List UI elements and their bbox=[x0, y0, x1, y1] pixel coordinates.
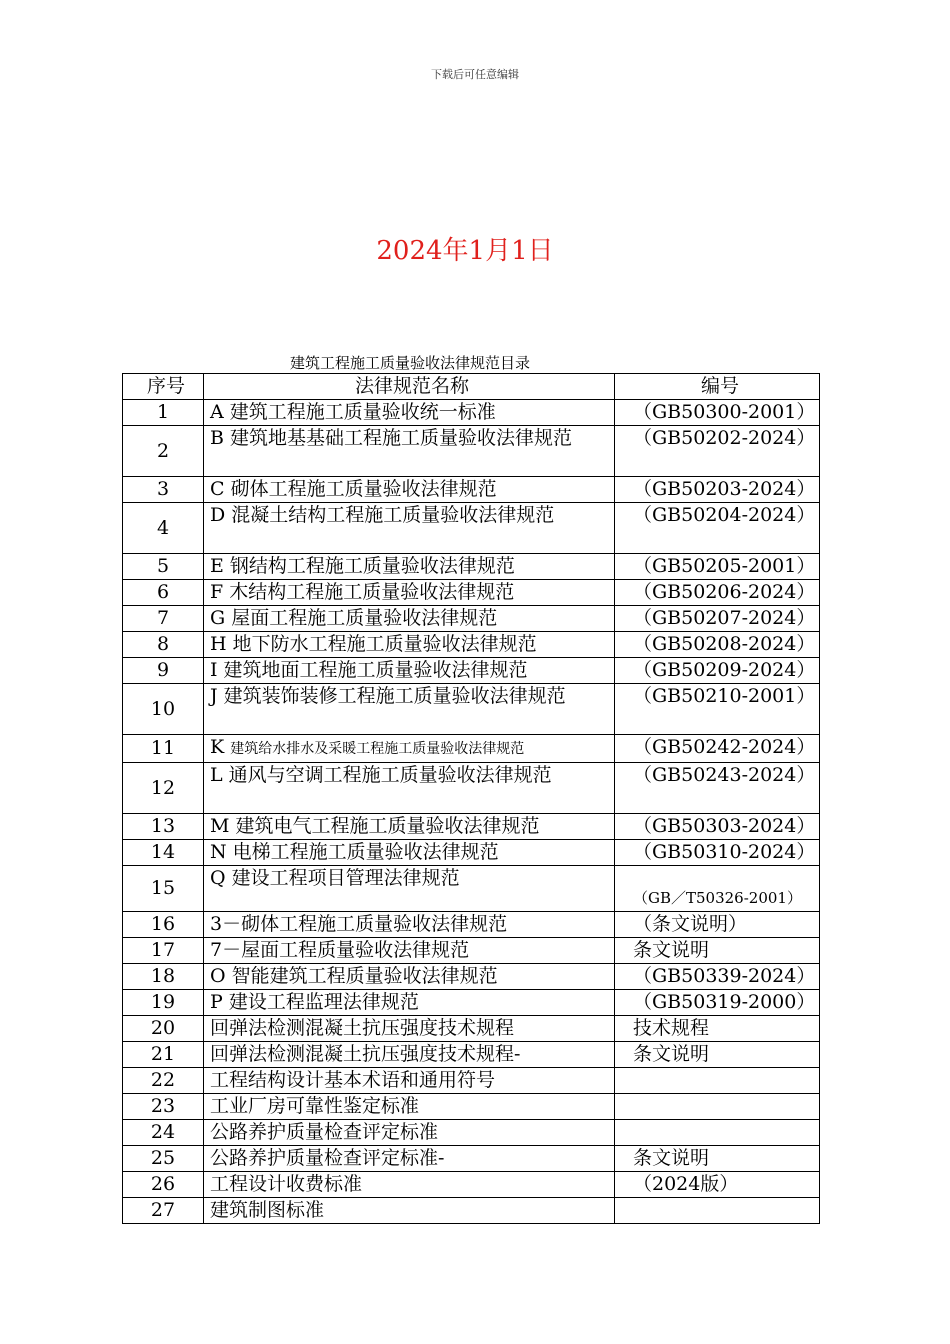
table-row bbox=[123, 503, 820, 554]
row-code: （GB50300-2001） bbox=[615, 400, 820, 426]
row-code bbox=[615, 1120, 820, 1146]
header-note: 下载后可任意编辑 bbox=[431, 68, 519, 81]
row-no: 3 bbox=[123, 477, 204, 503]
row-code: 条文说明 bbox=[615, 1146, 820, 1172]
row-no: 2 bbox=[123, 426, 204, 477]
table-row bbox=[123, 426, 820, 477]
row-code bbox=[615, 866, 820, 912]
table-row bbox=[123, 554, 820, 580]
table-row bbox=[123, 400, 820, 426]
row-no: 12 bbox=[123, 763, 204, 814]
row-name: B 建筑地基基础工程施工质量验收法律规范 bbox=[204, 426, 615, 477]
row-name-prefix: K bbox=[210, 736, 231, 758]
row-name: H 地下防水工程施工质量验收法律规范 bbox=[204, 632, 615, 658]
table-row bbox=[123, 964, 820, 990]
header-name: 法律规范名称 bbox=[204, 374, 615, 400]
row-name: 公路养护质量检查评定标准 bbox=[204, 1120, 615, 1146]
table-row bbox=[123, 477, 820, 503]
row-name: 回弹法检测混凝土抗压强度技术规程 bbox=[204, 1016, 615, 1042]
row-name: F 木结构工程施工质量验收法律规范 bbox=[204, 580, 615, 606]
row-name: 7－屋面工程质量验收法律规范 bbox=[204, 938, 615, 964]
table-header-row bbox=[123, 374, 820, 400]
table-row bbox=[123, 938, 820, 964]
row-no: 14 bbox=[123, 840, 204, 866]
header-no: 序号 bbox=[123, 374, 204, 400]
row-name: P 建设工程监理法律规范 bbox=[204, 990, 615, 1016]
row-name: J 建筑装饰装修工程施工质量验收法律规范 bbox=[204, 684, 615, 735]
row-no: 24 bbox=[123, 1120, 204, 1146]
row-name: C 砌体工程施工质量验收法律规范 bbox=[204, 477, 615, 503]
table-row bbox=[123, 1094, 820, 1120]
row-name: G 屋面工程施工质量验收法律规范 bbox=[204, 606, 615, 632]
table-row bbox=[123, 1172, 820, 1198]
row-code: （GB50303-2024） bbox=[615, 814, 820, 840]
row-code: 条文说明 bbox=[615, 1042, 820, 1068]
row-code: （GB50319-2000） bbox=[615, 990, 820, 1016]
row-code bbox=[615, 1068, 820, 1094]
row-name: I 建筑地面工程施工质量验收法律规范 bbox=[204, 658, 615, 684]
row-name: N 电梯工程施工质量验收法律规范 bbox=[204, 840, 615, 866]
row-no: 21 bbox=[123, 1042, 204, 1068]
row-code: （GB50205-2001） bbox=[615, 554, 820, 580]
table-row bbox=[123, 912, 820, 938]
row-code: （GB50210-2001） bbox=[615, 684, 820, 735]
row-name: A 建筑工程施工质量验收统一标准 bbox=[204, 400, 615, 426]
row-code: （GB50242-2024） bbox=[615, 735, 820, 763]
row-name: L 通风与空调工程施工质量验收法律规范 bbox=[204, 763, 615, 814]
row-code: （GB50208-2024） bbox=[615, 632, 820, 658]
row-code: （GB50339-2024） bbox=[615, 964, 820, 990]
row-no: 7 bbox=[123, 606, 204, 632]
row-no: 11 bbox=[123, 735, 204, 763]
table-row bbox=[123, 814, 820, 840]
table-row bbox=[123, 1016, 820, 1042]
row-code bbox=[615, 1198, 820, 1224]
row-code: （GB50209-2024） bbox=[615, 658, 820, 684]
row-code: （GB50203-2024） bbox=[615, 477, 820, 503]
row-code bbox=[615, 1094, 820, 1120]
row-code: （GB50243-2024） bbox=[615, 763, 820, 814]
row-no: 19 bbox=[123, 990, 204, 1016]
row-name: 工程设计收费标准 bbox=[204, 1172, 615, 1198]
row-no: 15 bbox=[123, 866, 204, 912]
row-no: 27 bbox=[123, 1198, 204, 1224]
row-code: 条文说明 bbox=[615, 938, 820, 964]
table-row bbox=[123, 735, 820, 763]
row-no: 25 bbox=[123, 1146, 204, 1172]
table-row bbox=[123, 840, 820, 866]
row-no: 17 bbox=[123, 938, 204, 964]
table-row bbox=[123, 990, 820, 1016]
row-no: 16 bbox=[123, 912, 204, 938]
table-row bbox=[123, 1146, 820, 1172]
row-name-small: 建筑给水排水及采暖工程施工质量验收法律规范 bbox=[230, 741, 525, 757]
row-name: 3－砌体工程施工质量验收法律规范 bbox=[204, 912, 615, 938]
table-row bbox=[123, 658, 820, 684]
row-name: D 混凝土结构工程施工质量验收法律规范 bbox=[204, 503, 615, 554]
row-code: 技术规程 bbox=[615, 1016, 820, 1042]
row-no: 8 bbox=[123, 632, 204, 658]
table-row bbox=[123, 1068, 820, 1094]
row-code: （条文说明） bbox=[615, 912, 820, 938]
row-no: 23 bbox=[123, 1094, 204, 1120]
row-name: 建筑制图标准 bbox=[204, 1198, 615, 1224]
document-date: 2024年1月1日 bbox=[376, 236, 554, 266]
table-caption: 建筑工程施工质量验收法律规范目录 bbox=[290, 354, 531, 372]
row-name: 工程结构设计基本术语和通用符号 bbox=[204, 1068, 615, 1094]
row-no: 1 bbox=[123, 400, 204, 426]
row-no: 10 bbox=[123, 684, 204, 735]
row-code: （GB50207-2024） bbox=[615, 606, 820, 632]
row-name: 公路养护质量检查评定标准- bbox=[204, 1146, 615, 1172]
table-row bbox=[123, 763, 820, 814]
row-no: 20 bbox=[123, 1016, 204, 1042]
row-no: 18 bbox=[123, 964, 204, 990]
row-name: 工业厂房可靠性鉴定标准 bbox=[204, 1094, 615, 1120]
row-no: 5 bbox=[123, 554, 204, 580]
row-name bbox=[204, 735, 615, 763]
row-name: Q 建设工程项目管理法律规范 bbox=[204, 866, 615, 912]
row-no: 6 bbox=[123, 580, 204, 606]
row-name: E 钢结构工程施工质量验收法律规范 bbox=[204, 554, 615, 580]
table-row bbox=[123, 866, 820, 912]
row-code: （GB50204-2024） bbox=[615, 503, 820, 554]
row-code: （2024版） bbox=[615, 1172, 820, 1198]
table-row bbox=[123, 1198, 820, 1224]
row-name: O 智能建筑工程质量验收法律规范 bbox=[204, 964, 615, 990]
row-code-text: （GB／T50326-2001） bbox=[633, 889, 802, 907]
table-row bbox=[123, 1120, 820, 1146]
header-code: 编号 bbox=[615, 374, 820, 400]
row-code: （GB50310-2024） bbox=[615, 840, 820, 866]
table-row bbox=[123, 580, 820, 606]
row-no: 9 bbox=[123, 658, 204, 684]
row-no: 4 bbox=[123, 503, 204, 554]
row-code: （GB50206-2024） bbox=[615, 580, 820, 606]
table-row bbox=[123, 606, 820, 632]
row-no: 13 bbox=[123, 814, 204, 840]
table-row bbox=[123, 684, 820, 735]
table-row bbox=[123, 1042, 820, 1068]
regulation-catalog-table bbox=[122, 373, 820, 1224]
row-code: （GB50202-2024） bbox=[615, 426, 820, 477]
row-no: 26 bbox=[123, 1172, 204, 1198]
row-no: 22 bbox=[123, 1068, 204, 1094]
row-name: M 建筑电气工程施工质量验收法律规范 bbox=[204, 814, 615, 840]
row-name: 回弹法检测混凝土抗压强度技术规程- bbox=[204, 1042, 615, 1068]
table-row bbox=[123, 632, 820, 658]
